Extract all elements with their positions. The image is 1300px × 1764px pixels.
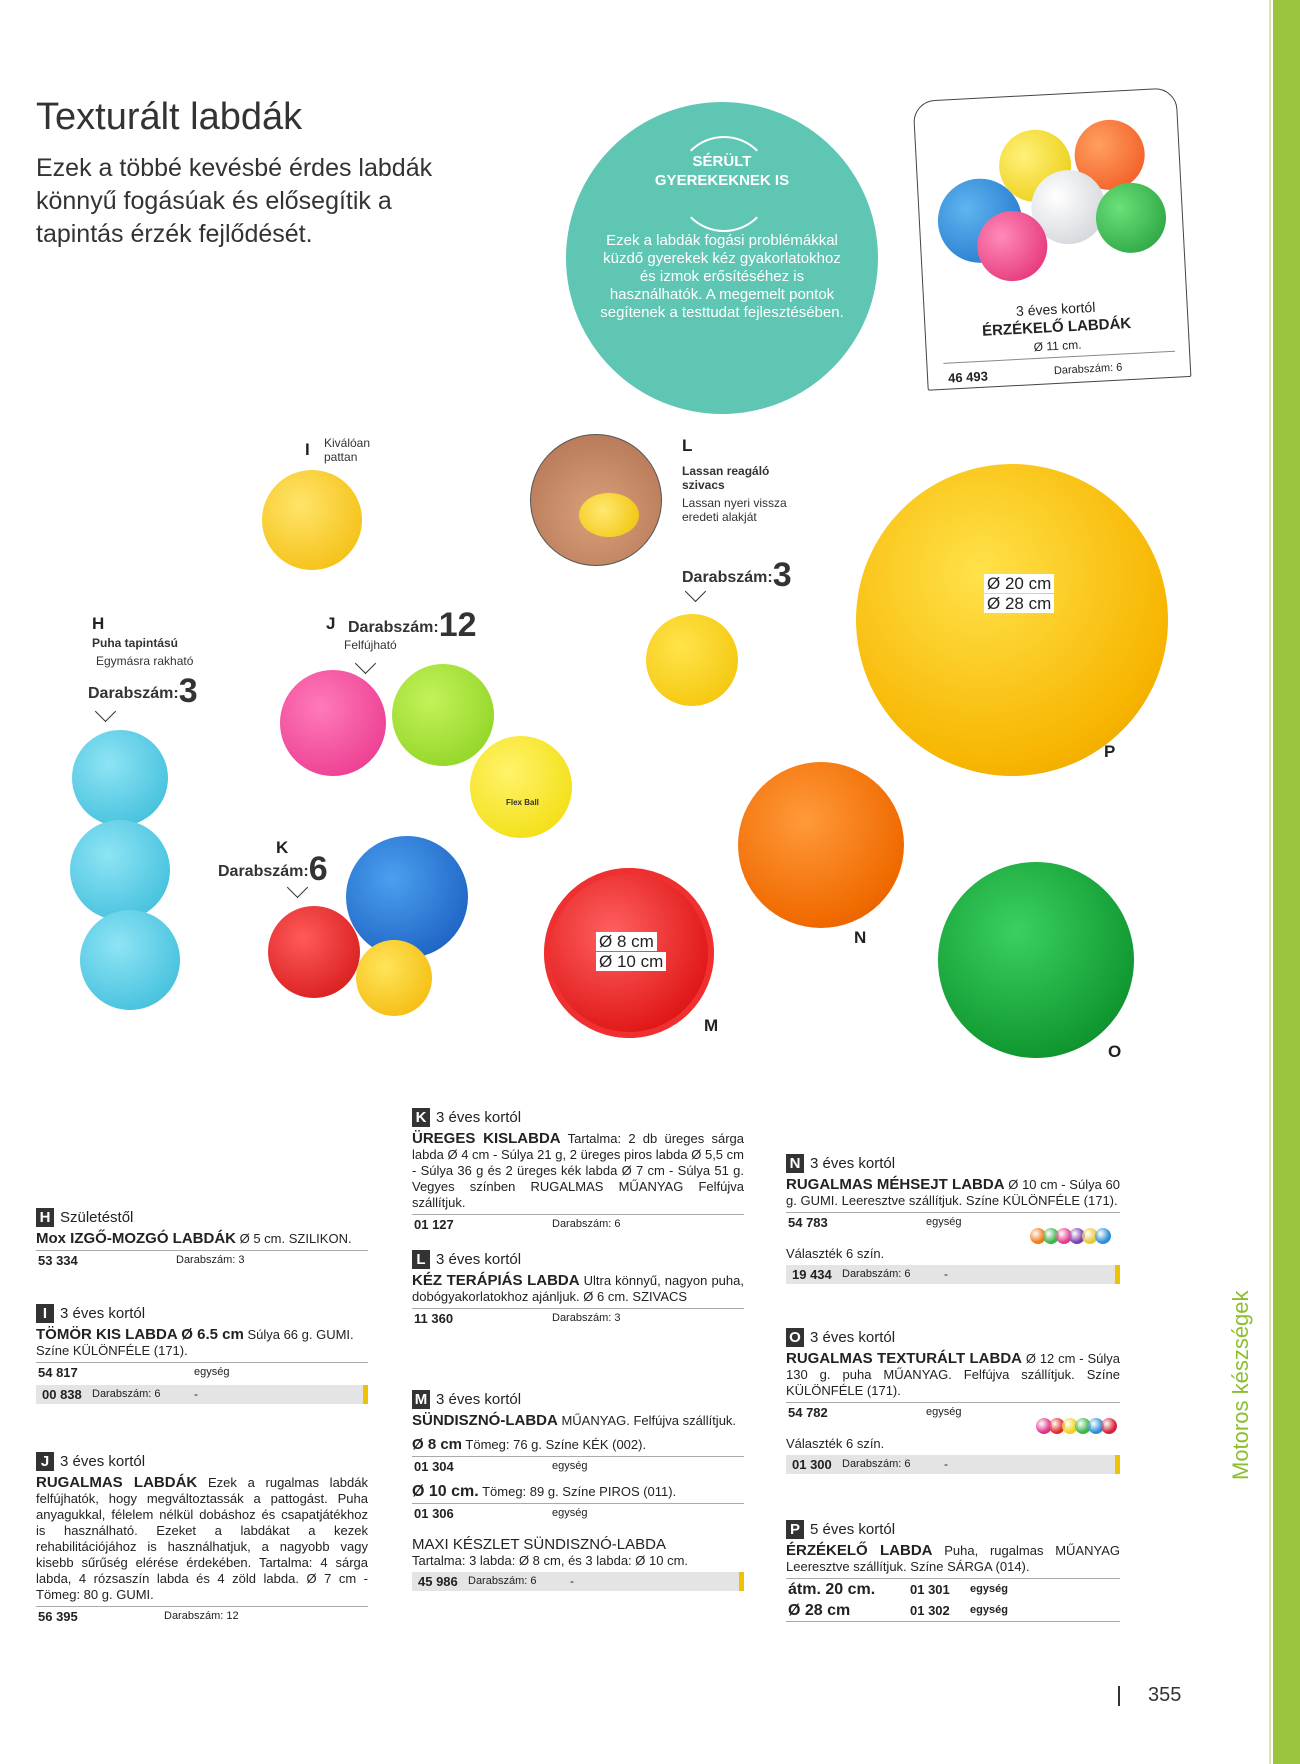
product-desc: MŰANYAG. Felfújva szállítjuk.: [561, 1413, 737, 1428]
letter-badge: O: [786, 1328, 804, 1347]
variant-desc: Tömeg: 76 g. Színe KÉK (002).: [465, 1437, 647, 1452]
product-age: 3 éves kortól: [810, 1155, 896, 1172]
ball-k-red-image: [268, 906, 360, 998]
ball-p-diameter-1: Ø 20 cm: [984, 574, 1054, 593]
ball-j-yellow-image: [470, 736, 572, 838]
card-age: 3 éves kortól: [1015, 298, 1096, 319]
letter-badge: K: [412, 1108, 430, 1127]
ball-l-image: [646, 614, 738, 706]
order-row: 01 306 egység: [412, 1503, 744, 1523]
order-row: 01 127 Darabszám: 6: [412, 1214, 744, 1234]
page-number: 355: [1148, 1684, 1182, 1706]
label-letter-o: O: [1108, 1042, 1122, 1061]
product-o: [786, 1328, 1120, 1474]
set-name: MAXI KÉSZLET SÜNDISZNÓ-LABDA: [412, 1536, 666, 1553]
product-name: RUGALMAS LABDÁK: [36, 1474, 198, 1491]
ball-k-yellow-image: [356, 940, 432, 1016]
ball-k-blue-image: [346, 836, 468, 958]
label-note-l: Lassan nyeri vissza eredeti alakját: [682, 496, 787, 524]
product-card-sensory-balls: [913, 87, 1192, 390]
color-swatch: [1101, 1418, 1117, 1434]
order-row: 54 783 egység: [786, 1212, 1120, 1232]
callout-circle: [566, 102, 878, 414]
count-l: Darabszám:3: [682, 556, 792, 594]
card-size: Ø 11 cm.: [1033, 337, 1082, 355]
callout-text: Ezek a labdák fogási problémákkal küzdő gyerekek kéz gyakorlatokhoz és izmok erősítéséhez is használhatók. A megemelt pontok segítenek a testtudat fejlesztésében.: [600, 232, 844, 321]
ball-n-image: [738, 762, 904, 928]
label-letter-p: P: [1104, 742, 1116, 761]
product-name: RUGALMAS TEXTURÁLT LABDA: [786, 1350, 1022, 1367]
letter-badge: H: [36, 1208, 54, 1227]
ball-h-image-bottom: [80, 910, 180, 1010]
product-age: 3 éves kortól: [436, 1109, 522, 1126]
order-row: 53 334 Darabszám: 3: [36, 1250, 368, 1270]
product-age: 3 éves kortól: [60, 1453, 146, 1470]
ball-p-image: [856, 464, 1168, 776]
product-age: Születéstől: [60, 1209, 134, 1226]
chevron-down-icon: [355, 653, 376, 674]
label-letter-n: N: [854, 928, 867, 947]
hand-squeeze-image: [530, 434, 662, 566]
card-qty: Darabszám: 6: [1053, 361, 1123, 378]
order-row-pack: 45 986 Darabszám: 6 -: [412, 1572, 744, 1591]
order-row-pack: 19 434 Darabszám: 6 -: [786, 1265, 1120, 1284]
product-desc: Ultra könnyű, nagyon puha, dobógyakorlatokhoz ajánljuk. Ø 6 cm. SZIVACS: [412, 1273, 744, 1304]
product-n: [786, 1154, 1120, 1284]
order-row: 54 782 egység: [786, 1402, 1120, 1422]
color-choice: Választék 6 szín.: [786, 1436, 1120, 1452]
product-desc: Súlya 66 g. GUMI. Színe KÜLÖNFÉLE (171).: [36, 1327, 354, 1358]
label-letter-l: L: [682, 436, 693, 455]
section-label: Motoros készségek: [1228, 1290, 1253, 1480]
product-desc: Tartalma: 2 db üreges sárga labda Ø 4 cm - Súlya 21 g, 2 üreges piros labda Ø 5,5 cm - Súlya 36 g és 2 üreges kék labda Ø 7 cm - Súlya 51 g. Vegyes színben RUGALMAS MŰANYAG Felfújva szállítjuk.: [412, 1131, 744, 1210]
card-code: 46 493: [947, 368, 989, 386]
ball-o-image: [938, 862, 1134, 1058]
color-swatch: [1095, 1228, 1111, 1244]
variant-size: Ø 10 cm.: [412, 1483, 479, 1500]
product-h: [36, 1208, 368, 1270]
product-name: TÖMÖR KIS LABDA Ø 6.5 cm: [36, 1326, 244, 1343]
letter-badge: M: [412, 1390, 430, 1409]
ball-i-image: [262, 470, 362, 570]
letter-badge: N: [786, 1154, 804, 1173]
ball-m-diameter-1: Ø 8 cm: [596, 932, 657, 951]
product-desc: Ezek a rugalmas labdák felfújhatók, hogy megváltoztassák a pattogást. Puha anyagukkal, félelem nélkül dobáshoz és csapatjátékhoz is használható. Ezeket a labdákat a kezek rehabilitációjához is használhatjuk, a nagyobb vagy kisebb sűrűség elérése érdekében. Tartalma: 4 sárga labda, 4 rózsaszín labda és 4 zöld labda. Ø 7 cm - Tömeg: 80 g. GUMI.: [36, 1475, 368, 1602]
label-letter-m: M: [704, 1016, 719, 1035]
product-age: 5 éves kortól: [810, 1521, 896, 1538]
letter-badge: I: [36, 1304, 54, 1323]
ball-j-green-image: [392, 664, 494, 766]
product-i: [36, 1304, 368, 1404]
product-age: 3 éves kortól: [436, 1391, 522, 1408]
letter-badge: J: [36, 1452, 54, 1471]
product-desc: Ø 10 cm - Súlya 60 g. GUMI. Leeresztve szállítjuk. Színe KÜLÖNFÉLE (171).: [786, 1177, 1120, 1208]
product-name: ÉRZÉKELŐ LABDA: [786, 1542, 933, 1559]
product-age: 3 éves kortól: [810, 1329, 896, 1346]
label-note-h: Egymásra rakható: [96, 654, 194, 668]
product-m: [412, 1390, 744, 1591]
green-ball-image: [1094, 181, 1168, 255]
product-age: 3 éves kortól: [60, 1305, 146, 1322]
label-note-j: Felfújható: [344, 638, 397, 652]
letter-badge: L: [412, 1250, 430, 1269]
ball-j-pink-image: [280, 670, 386, 776]
product-age: 3 éves kortól: [436, 1251, 522, 1268]
card-title: ÉRZÉKELŐ LABDÁK: [981, 314, 1132, 340]
order-row: 01 304 egység: [412, 1456, 744, 1476]
order-row: 56 395 Darabszám: 12: [36, 1606, 368, 1626]
order-row-pack: 00 838 Darabszám: 6 -: [36, 1385, 368, 1404]
set-desc: Tartalma: 3 labda: Ø 8 cm, és 3 labda: Ø 10 cm.: [412, 1553, 689, 1568]
product-p: [786, 1520, 1120, 1622]
green-sidebar: [1273, 0, 1300, 1764]
ball-h-image-top: [72, 730, 168, 826]
variant-size: Ø 8 cm: [412, 1436, 463, 1453]
sidebar-rule: [1269, 0, 1271, 1764]
label-letter-i: I: [305, 440, 310, 459]
label-note-bold-h: Puha tapintású: [92, 636, 179, 650]
intro-text: Ezek a többé kevésbé érdes labdák könnyű fogásúak és elősegítik a tapintás érzék fejlődését.: [36, 154, 433, 248]
product-desc: Ø 5 cm. SZILIKON.: [239, 1231, 352, 1246]
ball-m-diameter-2: Ø 10 cm: [596, 952, 666, 971]
product-desc: Ø 12 cm - Súlya 130 g. puha MŰANYAG. Felfújva szállítjuk. Színe KÜLÖNFÉLE (171).: [786, 1351, 1120, 1398]
label-note-bold-l: Lassan reagáló szivacs: [682, 464, 770, 492]
product-desc: Puha, rugalmas MŰANYAG Leeresztve szállítjuk. Színe SÁRGA (014).: [786, 1543, 1120, 1574]
product-name: KÉZ TERÁPIÁS LABDA: [412, 1272, 580, 1289]
product-k: [412, 1108, 744, 1234]
callout-heading: SÉRÜLT GYEREKEKNEK IS: [654, 153, 790, 189]
ball-h-image-middle: [70, 820, 170, 920]
label-note-i: Kiválóan pattan: [324, 436, 371, 464]
order-row: Ø 28 cm 01 302 egység: [786, 1600, 1120, 1622]
label-letter-h: H: [92, 614, 105, 633]
color-choice: Választék 6 szín.: [786, 1246, 1120, 1262]
order-row: 54 817 egység: [36, 1362, 368, 1382]
ball-p-diameter-2: Ø 28 cm: [984, 594, 1054, 613]
letter-badge: P: [786, 1520, 804, 1539]
order-row: 11 360 Darabszám: 3: [412, 1308, 744, 1328]
page-title: Texturált labdák: [36, 96, 303, 138]
flex-ball-print: Flex Ball: [506, 798, 539, 807]
product-name: RUGALMAS MÉHSEJT LABDA: [786, 1176, 1005, 1193]
label-letter-k: K: [276, 838, 289, 857]
product-name: Mox IZGŐ-MOZGÓ LABDÁK: [36, 1230, 236, 1247]
product-name: SÜNDISZNÓ-LABDA: [412, 1412, 558, 1429]
product-name: ÜREGES KISLABDA: [412, 1130, 561, 1147]
order-row: átm. 20 cm. 01 301 egység: [786, 1578, 1120, 1600]
variant-desc: Tömeg: 89 g. Színe PIROS (011).: [482, 1484, 677, 1499]
count-j: Darabszám:12: [348, 606, 477, 644]
product-l: [412, 1250, 744, 1328]
page-number-divider: [1118, 1686, 1120, 1706]
order-row-pack: 01 300 Darabszám: 6 -: [786, 1455, 1120, 1474]
count-k: Darabszám:6: [218, 850, 328, 888]
product-j: [36, 1452, 368, 1626]
label-letter-j: J: [326, 614, 336, 633]
count-h: Darabszám:3: [88, 672, 198, 710]
